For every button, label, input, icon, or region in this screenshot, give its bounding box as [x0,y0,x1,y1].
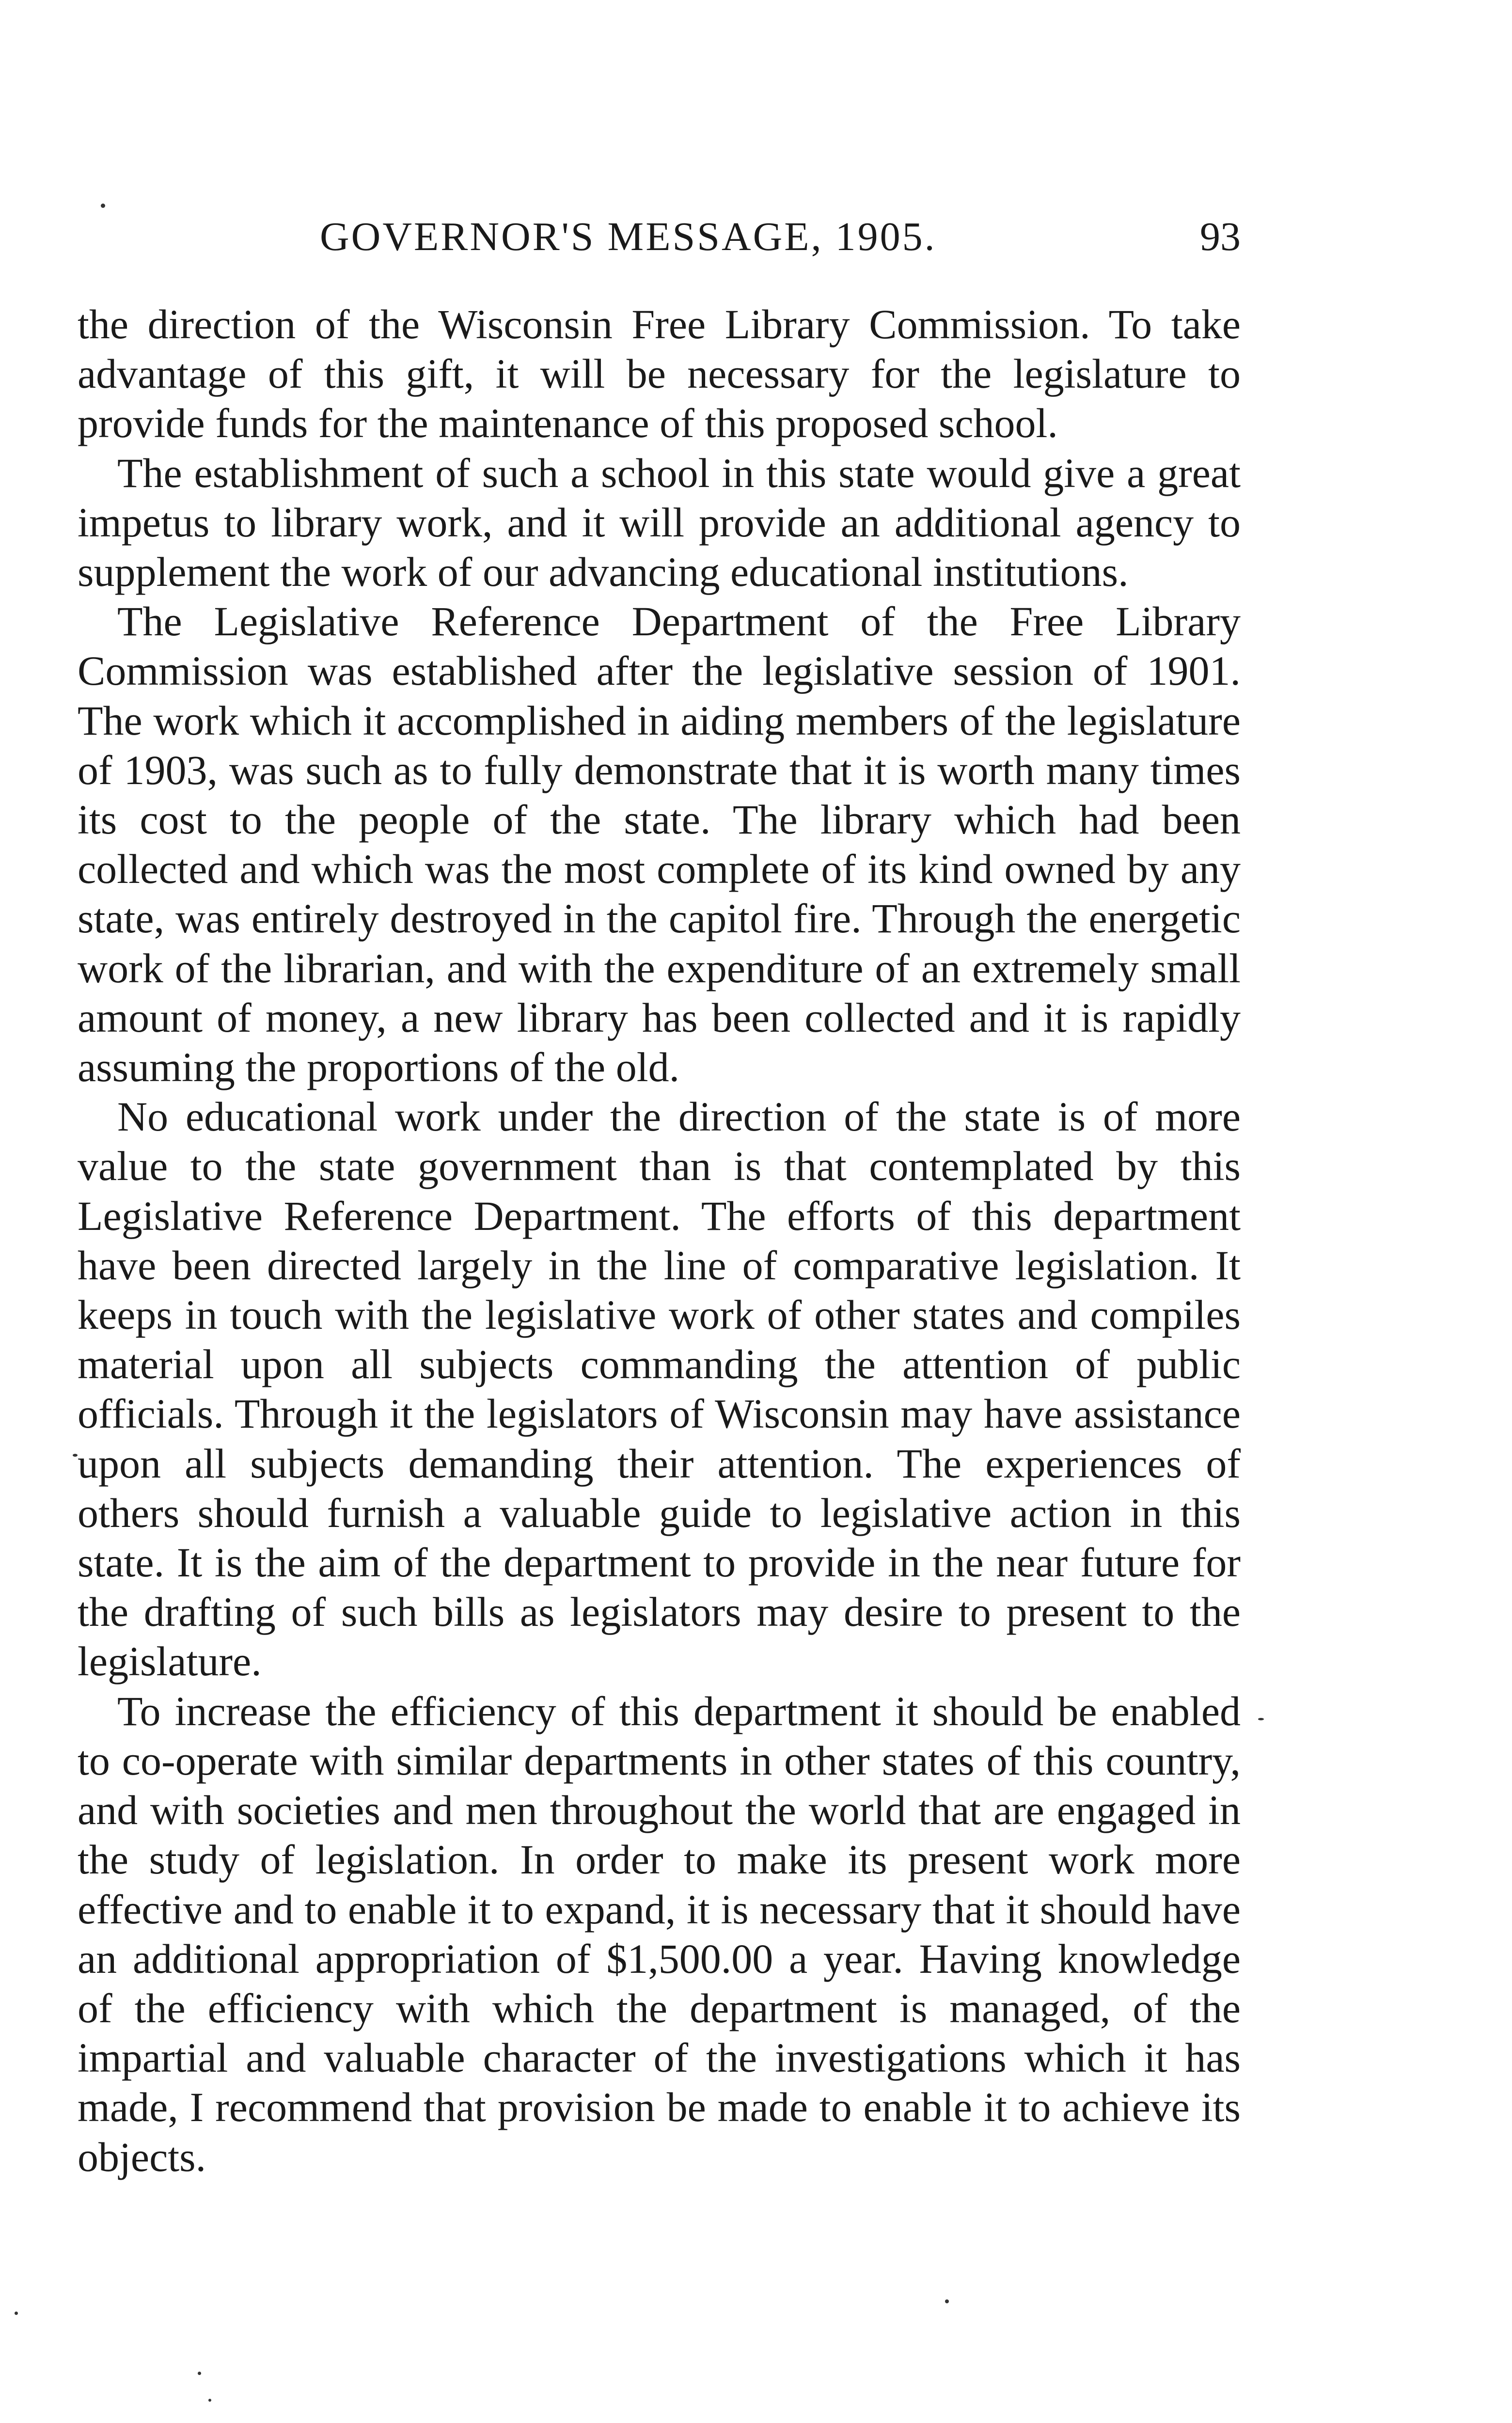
running-title: GOVERNOR'S MESSAGE, 1905. [320,214,937,259]
paragraph-appropriation: To increase the efficiency of this department it should be enabled to co-operate with similar departments in other states of this country, and with societies and men throughout the world that are engaged in the study of legislation. In order to make its present work more effective and to enable it to expand, it is necessary that it should have an additional appropriation of $1,500.00 a year. Having knowledge of the efficiency with which the department is managed, of the impartial and valuable character of the investigations which it has made, I recommend that provision be made to enable it to achieve its objects. [78,1687,1241,2180]
paragraph-library-school: The establishment of such a school in this state would give a great impetus to library work, and it will provide an additional agency to supplement the work of our advancing educational institutions. [78,449,1241,596]
scan-speck [945,2299,949,2303]
scan-speck [73,1454,78,1457]
paragraph-continuation: the direction of the Wisconsin Free Library Commission. To take advantage of this gift, it will be necessary for the legislature to provide funds for the maintenance of this proposed school. [78,301,1241,447]
scan-speck [15,2312,18,2315]
running-head [78,213,1241,271]
scan-speck [1258,1718,1264,1720]
scan-speck [101,204,105,208]
body-text [78,299,1241,2182]
scan-speck [208,2399,211,2402]
paragraph-educational-work: No educational work under the direction of the state is of more value to the state government than is that contemplated by this Legislative Reference Department. The efforts of this department have been directed largely in the line of comparative legislation. It keeps in touch with the legislative work of other states and compiles material upon all subjects commanding the attention of public officials. Through it the legislators of Wisconsin may have assistance upon all subjects demanding their attention. The experiences of others should furnish a valuable guide to legislative action in this state. It is the aim of the department to provide in the near future for the drafting of such bills as legislators may desire to present to the legislature. [78,1093,1241,1685]
page-number: 93 [1200,214,1241,259]
scan-speck [198,2372,201,2375]
paragraph-reference-department: The Legislative Reference Department of the Free Library Commission was established after the legislative session of 1901. The work which it accomplished in aiding members of the legislature of 1903, was such as to fully demonstrate that it is worth many times its cost to the people of the state. The library which had been collected and which was the most complete of its kind owned by any state, was entirely destroyed in the capitol fire. Through the energetic work of the librarian, and with the expenditure of an extremely small amount of money, a new library has been collected and it is rapidly assuming the proportions of the old. [78,598,1241,1091]
